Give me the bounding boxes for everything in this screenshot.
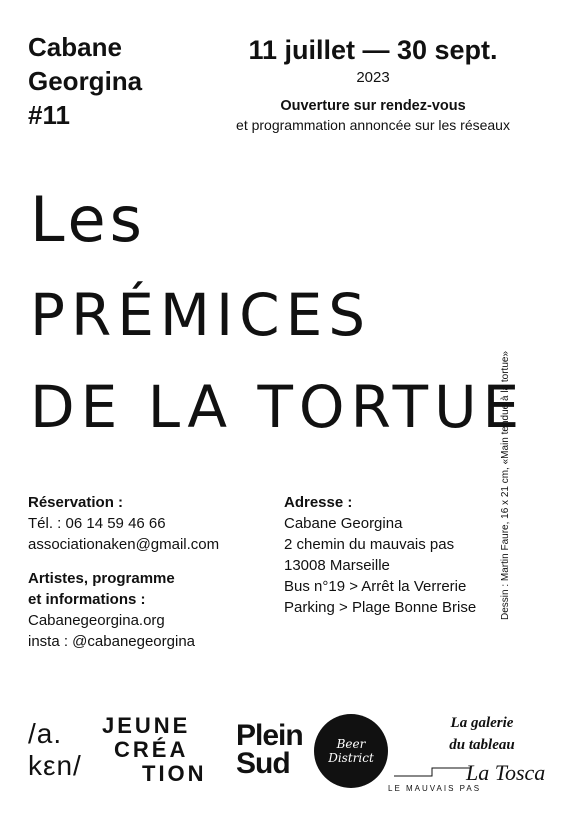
- date-range: 11 juillet — 30 sept.: [248, 35, 498, 65]
- venue-title: [28, 30, 142, 132]
- opening-note: Ouverture sur rendez-vous: [280, 98, 466, 114]
- plein-sud-logo: [236, 719, 303, 780]
- reservation-block: [28, 492, 219, 652]
- address-heading: Adresse :: [284, 494, 353, 511]
- beer-line-2: District: [328, 751, 374, 765]
- artists-heading-2: et informations :: [28, 591, 146, 608]
- la-tosca-logo: La Tosca: [466, 760, 546, 785]
- title-line-1: Les: [30, 183, 146, 256]
- website[interactable]: Cabanegeorgina.org: [28, 612, 165, 629]
- jeune-line-1: JEUNE: [102, 713, 191, 738]
- beer-district-logo: [314, 714, 388, 788]
- address-city: 13008 Marseille: [284, 557, 390, 574]
- galerie-du-tableau-logo: [412, 712, 552, 756]
- galerie-line-1: La galerie: [450, 715, 514, 731]
- jeune-creation-logo: [102, 714, 207, 786]
- title-line-3: DE LA TORTUE: [30, 373, 526, 441]
- address-parking: Parking > Plage Bonne Brise: [284, 599, 477, 616]
- reservation-heading: Réservation :: [28, 494, 124, 511]
- drawing-credit: Dessin : Martin Faure, 16 x 21 cm, «Main tendue à la tortue»: [500, 350, 511, 620]
- instagram[interactable]: insta : @cabanegeorgina: [28, 633, 196, 650]
- address-street: 2 chemin du mauvais pas: [284, 536, 455, 553]
- address-name: Cabane Georgina: [284, 515, 403, 532]
- dates-block: [208, 34, 538, 134]
- plein-line-2: Sud: [236, 747, 290, 780]
- jeune-line-3: TION: [142, 761, 207, 786]
- program-note: et programmation annoncée sur les réseaux: [236, 117, 510, 133]
- address-bus: Bus n°19 > Arrêt la Verrerie: [284, 578, 467, 595]
- phone: Tél. : 06 14 59 46 66: [28, 515, 166, 532]
- venue-line-3: #11: [28, 100, 70, 130]
- le-mauvais-pas-logo: LE MAUVAIS PAS: [388, 784, 482, 793]
- plein-line-1: Plein: [236, 719, 303, 752]
- jeune-line-2: CRÉA: [114, 737, 189, 762]
- aken-logo-line-2: kεn/: [28, 750, 82, 781]
- email[interactable]: associationaken@gmail.com: [28, 536, 220, 553]
- artists-heading-1: Artistes, programme: [28, 570, 175, 587]
- title-line-2: PRÉMICES: [30, 281, 372, 349]
- year: 2023: [356, 69, 390, 86]
- mauvais-pas-line-icon: [392, 762, 472, 782]
- beer-line-1: Beer: [336, 737, 366, 751]
- venue-line-1: Cabane: [28, 32, 122, 62]
- galerie-line-2: du tableau: [449, 737, 515, 753]
- aken-logo-line-1: /a.: [28, 718, 63, 749]
- venue-line-2: Georgina: [28, 66, 143, 96]
- address-block: [284, 492, 476, 618]
- aken-logo: [28, 718, 82, 782]
